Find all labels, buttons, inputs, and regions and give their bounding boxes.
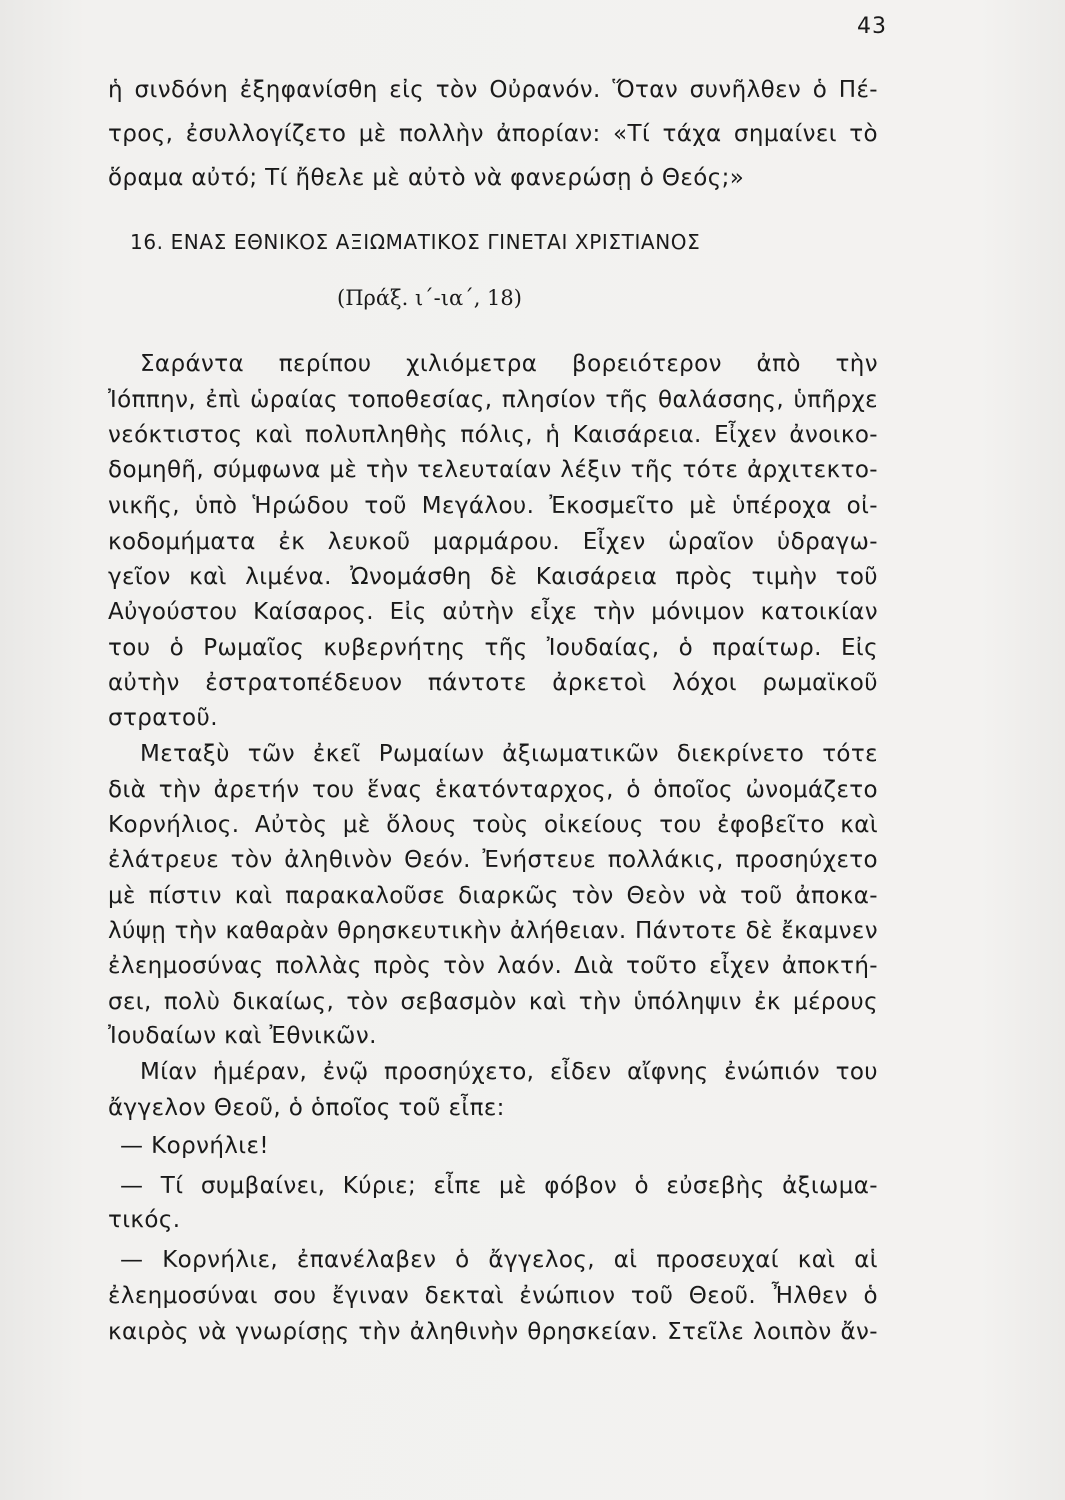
text-line: ἄγγελον Θεοῦ, ὁ ὁποῖος τοῦ εἶπε: (108, 1095, 505, 1121)
text-line: νεόκτιστος καὶ πολυπληθὴς πόλις, ἡ Καισάρεια. Εἶχεν ἀνοικο- (108, 422, 878, 448)
section-heading: 16. ΕΝΑΣ ΕΘΝΙΚΟΣ ΑΞΙΩΜΑΤΙΚΟΣ ΓΙΝΕΤΑΙ ΧΡΙΣΤΙΑΝΟΣ (130, 230, 701, 254)
text-line: διὰ τὴν ἀρετήν του ἕνας ἑκατόνταρχος, ὁ ὁποῖος ὠνομάζετο (108, 777, 878, 803)
text-line: του ὁ Ρωμαῖος κυβερνήτης τῆς Ἰουδαίας, ὁ πραίτωρ. Εἰς (108, 635, 878, 661)
text-line: λύψῃ τὴν καθαρὰν θρησκευτικὴν ἀλήθειαν. Πάντοτε δὲ ἔκαμνεν (108, 918, 878, 944)
dialogue-line: — Τί συμβαίνει, Κύριε; εἶπε μὲ φόβον ὁ εὐσεβὴς ἀξιωμα- (120, 1173, 878, 1199)
text-line: αὐτὴν ἐστρατοπέδευον πάντοτε ἀρκετοὶ λόχοι ρωμαϊκοῦ (108, 670, 878, 696)
text-line: ἐλάτρευε τὸν ἀληθινὸν Θεόν. Ἐνήστευε πολλάκις, προσηύχετο (108, 847, 878, 873)
dialogue-line: — Κορνήλιε, ἐπανέλαβεν ὁ ἄγγελος, αἱ προσευχαί καὶ αἱ (120, 1247, 878, 1273)
text-line: ἡ σινδόνη ἐξηφανίσθη εἰς τὸν Οὐρανόν. Ὅταν συνῆλθεν ὁ Πέ- (108, 77, 878, 103)
text-line: τρος, ἐσυλλογίζετο μὲ πολλὴν ἀπορίαν: «Τί τάχα σημαίνει τὸ (108, 121, 878, 147)
text-line: Ἰόππην, ἐπὶ ὡραίας τοποθεσίας, πλησίον τῆς θαλάσσης, ὑπῆρχε (108, 387, 878, 413)
text-line: ἐλεημοσύναι σου ἔγιναν δεκταὶ ἐνώπιον τοῦ Θεοῦ. Ἦλθεν ὁ (108, 1283, 878, 1309)
text-line: μὲ πίστιν καὶ παρακαλοῦσε διαρκῶς τὸν Θεὸν νὰ τοῦ ἀποκα- (108, 883, 878, 909)
text-line: Ἰουδαίων καὶ Ἐθνικῶν. (108, 1023, 377, 1049)
text-line: ὅραμα αὐτό; Τί ἤθελε μὲ αὐτὸ νὰ φανερώσῃ ὁ Θεός;» (108, 165, 745, 191)
page-number: 43 (857, 14, 887, 39)
text-line: σει, πολὺ δικαίως, τὸν σεβασμὸν καὶ τὴν ὑπόληψιν ἐκ μέρους (108, 989, 878, 1015)
text-line: κοδομήματα ἐκ λευκοῦ μαρμάρου. Εἶχεν ὡραῖον ὑδραγω- (108, 529, 878, 555)
text-line: νικῆς, ὑπὸ Ἡρώδου τοῦ Μεγάλου. Ἐκοσμεῖτο μὲ ὑπέροχα οἰ- (108, 493, 878, 519)
text-line: στρατοῦ. (108, 705, 218, 731)
text-line: Αὐγούστου Καίσαρος. Εἰς αὐτὴν εἶχε τὴν μόνιμον κατοικίαν (108, 599, 878, 625)
dialogue-line: — Κορνήλιε! (120, 1133, 269, 1159)
text-line: τικός. (108, 1207, 181, 1233)
text-line: Μεταξὺ τῶν ἐκεῖ Ρωμαίων ἀξιωματικῶν διεκρίνετο τότε (140, 741, 878, 767)
text-line: ἐλεημοσύνας πολλὰς πρὸς τὸν λαόν. Διὰ τοῦτο εἶχεν ἀποκτή- (108, 953, 878, 979)
text-line: Μίαν ἡμέραν, ἐνῷ προσηύχετο, εἶδεν αἴφνης ἐνώπιόν του (140, 1059, 878, 1085)
scripture-reference: (Πράξ. ι΄-ια΄, 18) (337, 286, 522, 310)
text-line: δομηθῆ, σύμφωνα μὲ τὴν τελευταίαν λέξιν τῆς τότε ἀρχιτεκτο- (108, 457, 878, 483)
text-line: Κορνήλιος. Αὐτὸς μὲ ὅλους τοὺς οἰκείους του ἐφοβεῖτο καὶ (108, 812, 878, 838)
text-line: καιρὸς νὰ γνωρίσῃς τὴν ἀληθινὴν θρησκείαν. Στεῖλε λοιπὸν ἄν- (108, 1319, 878, 1345)
text-line: γεῖον καὶ λιμένα. Ὠνομάσθη δὲ Καισάρεια πρὸς τιμὴν τοῦ (108, 564, 878, 590)
text-line: Σαράντα περίπου χιλιόμετρα βορειότερον ἀπὸ τὴν (140, 351, 878, 377)
